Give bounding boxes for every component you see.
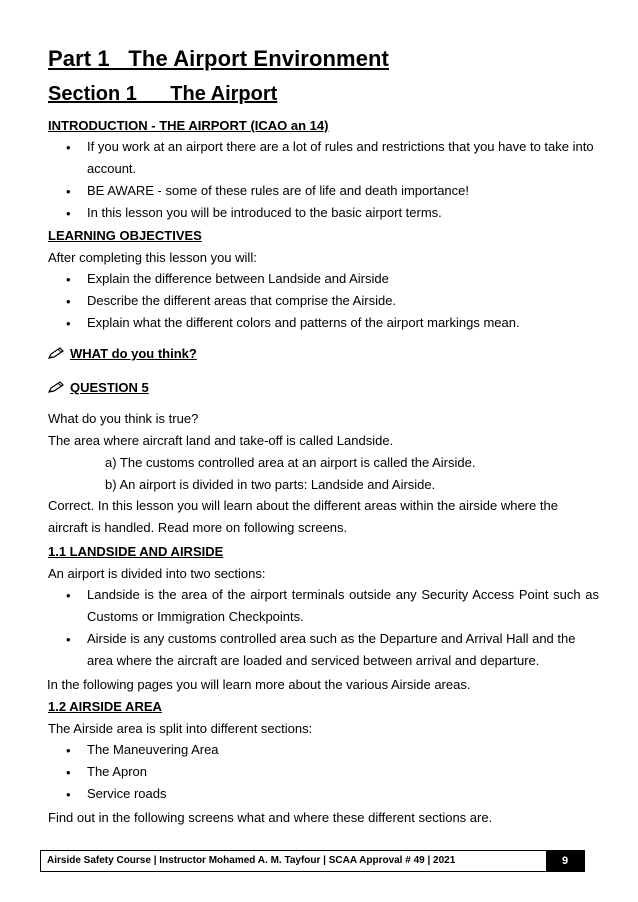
intro-bullet-1: If you work at an airport there are a lot of rules and restrictions that you have to take into account. bbox=[87, 139, 594, 176]
question-heading bbox=[48, 380, 149, 395]
objectives-lead: After completing this lesson you will: bbox=[48, 250, 257, 265]
objective-3: Explain what the different colors and patterns of the airport markings mean. bbox=[87, 315, 520, 330]
objectives-heading: LEARNING OBJECTIVES bbox=[48, 228, 202, 243]
pencil-icon bbox=[48, 381, 64, 393]
pencil-icon bbox=[48, 347, 64, 359]
airside-lead: The Airside area is split into different sections: bbox=[48, 721, 313, 736]
think-heading-text: WHAT do you think? bbox=[70, 346, 197, 361]
question-answer: Correct. In this lesson you will learn about the different areas within the airside where the aircraft is handled. Read more on following screens. bbox=[48, 498, 558, 535]
bullet-glyph: • bbox=[66, 184, 71, 199]
page-title: Part 1 The Airport Environment bbox=[48, 46, 389, 71]
bullet-glyph: • bbox=[66, 787, 71, 802]
landside-bullet-1: Landside is the area of the airport terminals outside any Security Access Point such as Customs or Immigration Checkpoints. bbox=[87, 587, 599, 624]
landside-lead: An airport is divided into two sections: bbox=[48, 566, 266, 581]
bullet-glyph: • bbox=[66, 140, 71, 155]
question-statement: The area where aircraft land and take-off is called Landside. bbox=[48, 433, 394, 448]
bullet-glyph: • bbox=[66, 588, 71, 603]
airside-bullet-3: Service roads bbox=[87, 786, 167, 801]
question-heading-text: QUESTION 5 bbox=[70, 380, 149, 395]
landside-closing: In the following pages you will learn more about the various Airside areas. bbox=[47, 677, 471, 692]
page-number: 9 bbox=[546, 851, 584, 871]
bullet-glyph: • bbox=[66, 294, 71, 309]
landside-heading: 1.1 LANDSIDE AND AIRSIDE bbox=[48, 544, 224, 559]
airside-heading: 1.2 AIRSIDE AREA bbox=[48, 699, 162, 714]
bullet-glyph: • bbox=[66, 206, 71, 221]
page-footer bbox=[40, 850, 585, 872]
bullet-glyph: • bbox=[66, 316, 71, 331]
intro-heading: INTRODUCTION - THE AIRPORT (ICAO an 14) bbox=[48, 118, 329, 133]
landside-bullet-2: Airside is any customs controlled area such as the Departure and Arrival Hall and the area where the aircraft are loaded and serviced between arrival and departure. bbox=[87, 631, 576, 668]
objective-2: Describe the different areas that comprise the Airside. bbox=[87, 293, 397, 308]
airside-bullet-2: The Apron bbox=[87, 764, 147, 779]
bullet-glyph: • bbox=[66, 272, 71, 287]
question-prompt: What do you think is true? bbox=[48, 411, 199, 426]
bullet-glyph: • bbox=[66, 765, 71, 780]
think-heading bbox=[48, 346, 197, 361]
question-option-a: a) The customs controlled area at an airport is called the Airside. bbox=[105, 455, 476, 470]
section-title: Section 1 The Airport bbox=[48, 83, 278, 105]
question-option-b: b) An airport is divided in two parts: Landside and Airside. bbox=[105, 477, 436, 492]
intro-bullet-3: In this lesson you will be introduced to the basic airport terms. bbox=[87, 205, 442, 220]
objective-1: Explain the difference between Landside and Airside bbox=[87, 271, 389, 286]
intro-bullet-2: BE AWARE - some of these rules are of life and death importance! bbox=[87, 183, 470, 198]
airside-bullet-1: The Maneuvering Area bbox=[87, 742, 219, 757]
bullet-glyph: • bbox=[66, 743, 71, 758]
airside-closing: Find out in the following screens what and where these different sections are. bbox=[48, 810, 493, 825]
footer-text: Airside Safety Course | Instructor Mohamed A. M. Tayfour | SCAA Approval # 49 | 2021 bbox=[47, 855, 456, 866]
bullet-glyph: • bbox=[66, 632, 71, 647]
